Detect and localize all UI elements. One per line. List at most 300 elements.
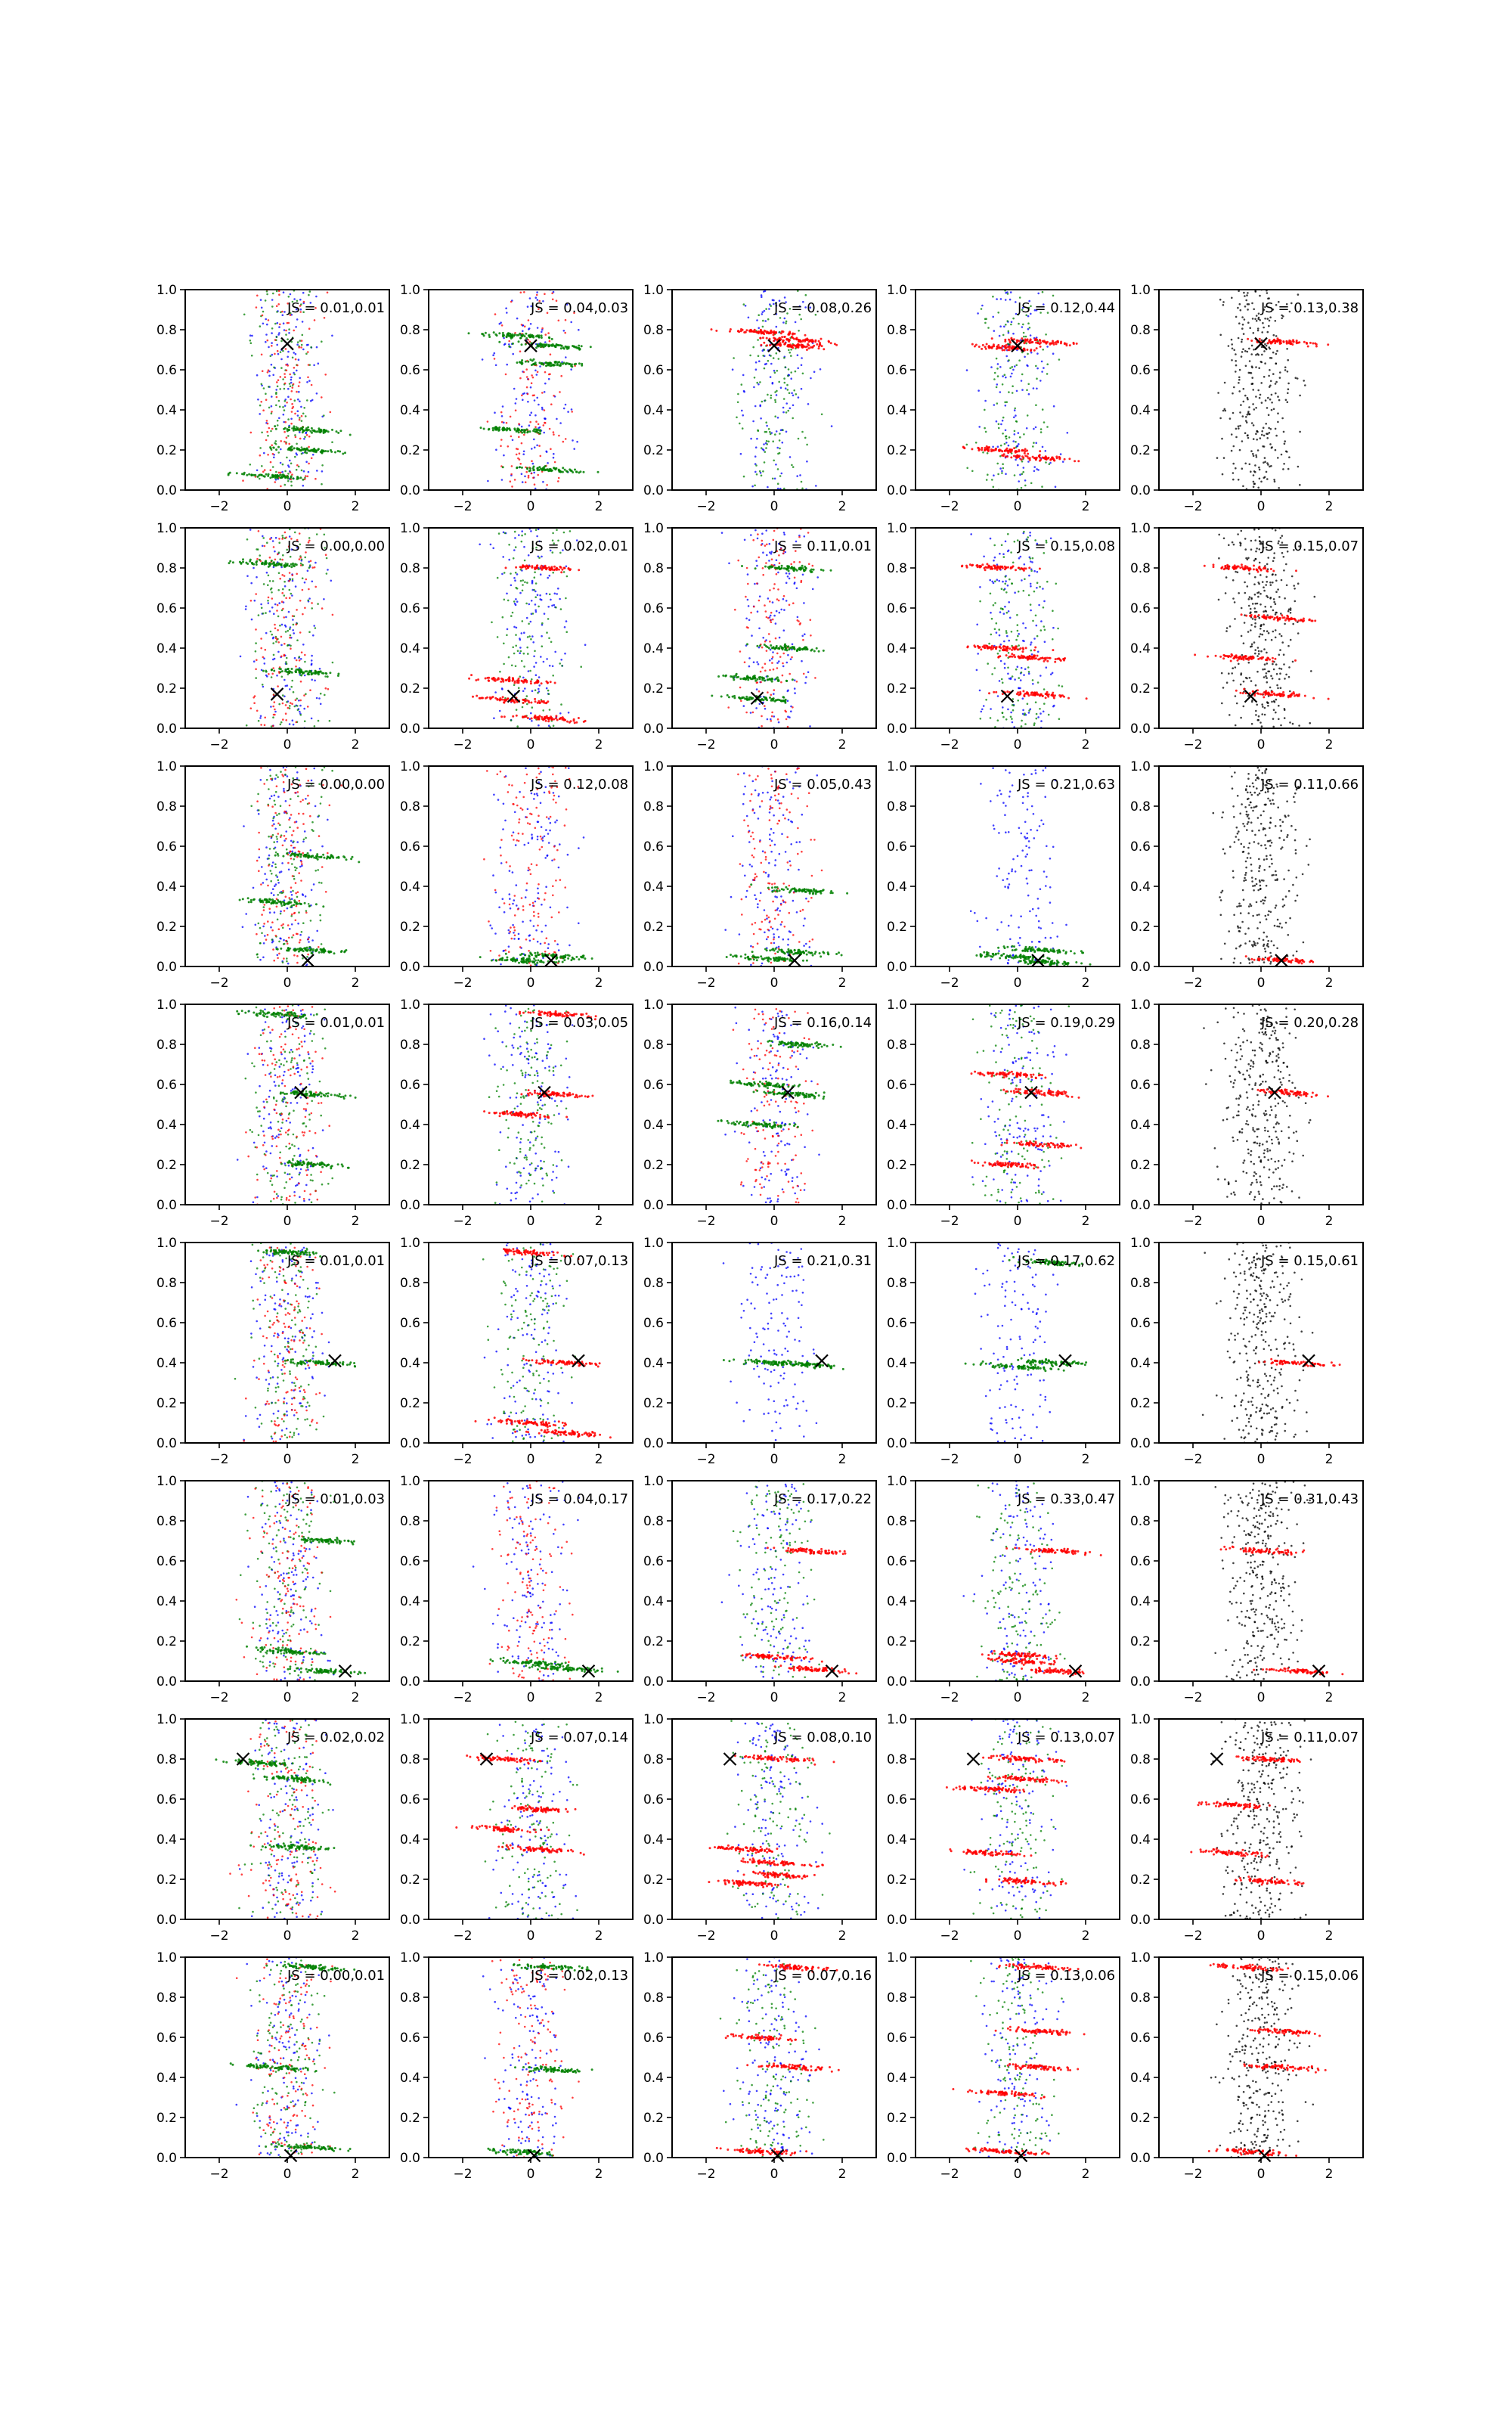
scatter-point <box>1016 390 1018 392</box>
scatter-point <box>263 583 265 585</box>
scatter-point <box>1264 461 1266 463</box>
scatter-point <box>1021 337 1023 340</box>
scatter-point <box>795 338 798 340</box>
scatter-point <box>999 644 1002 646</box>
scatter-point <box>271 345 273 347</box>
scatter-point <box>1260 481 1263 483</box>
scatter-point <box>1002 567 1004 569</box>
scatter-point <box>276 610 278 612</box>
y-tick-label: 0.0 <box>643 483 664 498</box>
scatter-point <box>794 333 796 335</box>
scatter-point <box>973 644 975 647</box>
scatter-point <box>798 567 801 569</box>
scatter-point <box>733 697 736 699</box>
scatter-point <box>507 445 510 448</box>
scatter-point <box>535 529 538 531</box>
scatter-point <box>332 662 334 664</box>
y-tick-label: 0.4 <box>400 403 420 418</box>
scatter-point <box>300 714 302 716</box>
scatter-point <box>796 569 798 572</box>
scatter-point <box>532 395 534 397</box>
scatter-point <box>264 717 266 719</box>
scatter-point <box>755 446 758 448</box>
scatter-point <box>807 672 810 674</box>
scatter-point <box>1258 467 1260 469</box>
scatter-point <box>1282 468 1284 470</box>
scatter-point <box>523 429 525 431</box>
scatter-point <box>557 480 559 482</box>
scatter-point <box>1030 641 1033 644</box>
scatter-point <box>292 615 294 617</box>
scatter-point <box>744 539 746 541</box>
scatter-point <box>516 573 519 576</box>
scatter-point <box>289 637 291 639</box>
scatter-point <box>324 431 327 433</box>
scatter-point <box>1049 657 1052 659</box>
scatter-point <box>317 430 319 433</box>
scatter-point <box>277 589 280 591</box>
scatter-point <box>531 448 533 450</box>
scatter-point <box>987 450 990 452</box>
scatter-point <box>745 596 747 598</box>
scatter-point <box>1314 343 1316 345</box>
scatter-point <box>746 643 748 645</box>
scatter-point <box>509 429 511 431</box>
scatter-point <box>779 637 781 639</box>
scatter-point <box>546 702 548 704</box>
scatter-point <box>1035 427 1037 429</box>
scatter-point <box>524 533 526 535</box>
scatter-point <box>742 678 745 680</box>
y-tick-label: 0.8 <box>887 323 907 338</box>
scatter-point <box>1024 485 1027 487</box>
scatter-point <box>1275 320 1277 322</box>
scatter-point <box>1027 353 1029 355</box>
scatter-point <box>519 639 522 641</box>
scatter-point <box>802 373 804 375</box>
scatter-point <box>282 314 284 316</box>
scatter-point <box>265 299 267 302</box>
scatter-point <box>480 427 482 429</box>
scatter-point <box>1015 569 1017 571</box>
scatter-point <box>1244 318 1246 321</box>
scatter-point <box>787 690 789 692</box>
scatter-point <box>962 446 965 448</box>
scatter-point <box>538 424 540 426</box>
scatter-point <box>289 723 291 725</box>
scatter-point <box>771 647 773 649</box>
scatter-point <box>1217 392 1219 394</box>
scatter-point <box>1253 408 1256 411</box>
scatter-point <box>268 375 271 377</box>
scatter-point <box>1002 417 1005 419</box>
scatter-point <box>1010 456 1012 458</box>
scatter-point <box>1015 414 1017 417</box>
scatter-point <box>279 625 281 627</box>
scatter-point <box>268 427 271 430</box>
scatter-point <box>1036 377 1038 380</box>
scatter-point <box>502 556 504 558</box>
y-tick-label: 0.0 <box>1130 483 1151 498</box>
scatter-point <box>290 463 293 465</box>
scatter-point <box>544 371 547 374</box>
scatter-point <box>514 479 516 481</box>
scatter-point <box>790 377 792 380</box>
scatter-point <box>1269 369 1271 371</box>
scatter-point <box>742 427 744 430</box>
scatter-point <box>541 468 544 470</box>
scatter-point <box>284 643 286 645</box>
scatter-point <box>545 365 547 367</box>
scatter-point <box>314 586 317 588</box>
scatter-point <box>761 313 764 315</box>
scatter-point <box>767 394 769 396</box>
scatter-point <box>519 350 522 352</box>
scatter-point <box>302 334 304 337</box>
scatter-point <box>285 631 287 633</box>
panel-points <box>711 290 838 490</box>
scatter-point <box>760 337 762 340</box>
scatter-point <box>1219 334 1222 337</box>
scatter-point <box>1040 431 1043 433</box>
scatter-point <box>787 726 789 728</box>
scatter-point <box>496 678 498 681</box>
scatter-point <box>523 291 525 293</box>
scatter-point <box>984 346 987 348</box>
scatter-point <box>525 361 527 363</box>
scatter-point <box>288 580 290 582</box>
scatter-point <box>565 566 568 568</box>
scatter-point <box>1023 694 1025 697</box>
scatter-point <box>1023 531 1025 533</box>
scatter-point <box>541 337 543 339</box>
scatter-point <box>546 343 548 346</box>
scatter-point <box>494 680 497 682</box>
scatter-point <box>801 388 803 390</box>
scatter-point <box>1287 468 1290 470</box>
scatter-point <box>552 666 554 668</box>
scatter-point <box>1281 454 1283 456</box>
scatter-point <box>1277 396 1279 398</box>
scatter-point <box>494 313 497 315</box>
scatter-point <box>507 628 509 631</box>
scatter-point <box>789 647 791 650</box>
scatter-point <box>259 405 262 407</box>
scatter-point <box>1024 627 1027 629</box>
scatter-point <box>761 296 763 298</box>
x-tick-label: 2 <box>352 737 360 752</box>
scatter-point <box>551 605 553 607</box>
scatter-point <box>987 327 990 329</box>
scatter-point <box>548 344 550 346</box>
scatter-point <box>532 641 534 644</box>
scatter-point <box>1023 342 1025 344</box>
y-tick-label: 0.8 <box>887 561 907 576</box>
scatter-point <box>521 442 523 445</box>
scatter-point <box>1275 435 1278 437</box>
scatter-point <box>1287 388 1290 390</box>
scatter-point <box>803 673 805 675</box>
scatter-point <box>1269 357 1272 359</box>
scatter-point <box>544 391 546 393</box>
scatter-point <box>1004 443 1006 445</box>
scatter-point <box>285 704 287 706</box>
scatter-point <box>781 565 783 567</box>
scatter-point <box>831 425 833 427</box>
scatter-point <box>986 563 988 565</box>
scatter-point <box>1053 697 1055 700</box>
scatter-point <box>804 633 806 635</box>
scatter-point <box>765 529 767 532</box>
scatter-point <box>334 451 336 454</box>
scatter-point <box>1022 622 1024 625</box>
scatter-point <box>1021 449 1023 451</box>
scatter-point <box>529 421 531 424</box>
scatter-point <box>274 425 276 427</box>
scatter-point <box>1279 339 1281 341</box>
scatter-point <box>286 402 288 404</box>
scatter-point <box>494 352 496 355</box>
scatter-point <box>799 622 801 625</box>
scatter-point <box>761 401 764 403</box>
scatter-point <box>475 679 477 681</box>
scatter-point <box>1054 661 1056 663</box>
scatter-point <box>264 724 266 726</box>
scatter-point <box>766 337 768 340</box>
y-tick-label: 0.6 <box>156 363 177 378</box>
scatter-point <box>977 645 979 647</box>
scatter-point <box>776 610 778 613</box>
scatter-point <box>1040 629 1043 631</box>
scatter-point <box>787 576 789 578</box>
scatter-point <box>536 397 538 399</box>
scatter-point <box>970 533 972 535</box>
scatter-point <box>316 346 318 349</box>
scatter-point <box>242 479 244 482</box>
scatter-point <box>572 471 574 473</box>
scatter-point <box>507 428 509 430</box>
scatter-point <box>1263 586 1265 588</box>
scatter-point <box>747 676 749 678</box>
scatter-point <box>294 532 296 534</box>
scatter-point <box>1278 705 1280 707</box>
scatter-point <box>1044 629 1046 631</box>
scatter-point <box>762 326 764 328</box>
scatter-point <box>522 584 524 586</box>
scatter-point <box>265 671 268 673</box>
scatter-point <box>271 591 273 594</box>
scatter-point <box>1010 716 1012 718</box>
scatter-point <box>999 680 1001 682</box>
scatter-point <box>780 609 782 611</box>
scatter-point <box>782 341 784 343</box>
scatter-point <box>779 439 781 442</box>
scatter-point <box>767 597 770 600</box>
scatter-point <box>803 569 805 571</box>
scatter-point <box>790 567 792 569</box>
scatter-point <box>1253 455 1255 458</box>
scatter-point <box>553 453 555 455</box>
scatter-point <box>269 538 271 540</box>
scatter-point <box>270 631 272 633</box>
scatter-point <box>263 387 265 389</box>
scatter-point <box>260 299 262 301</box>
scatter-point <box>308 446 310 448</box>
scatter-point <box>1027 703 1029 705</box>
scatter-point <box>808 563 810 566</box>
scatter-point <box>755 368 758 371</box>
scatter-point <box>269 610 271 613</box>
scatter-point <box>521 432 523 434</box>
scatter-point <box>1021 655 1023 657</box>
scatter-point <box>987 446 989 448</box>
scatter-point <box>1033 466 1036 468</box>
scatter-point <box>770 332 772 334</box>
scatter-point <box>1241 467 1244 470</box>
scatter-point <box>800 318 802 321</box>
scatter-point <box>277 420 279 422</box>
scatter-point <box>290 645 292 647</box>
scatter-point <box>1033 724 1036 726</box>
scatter-point <box>301 415 303 417</box>
scatter-point <box>1040 712 1042 715</box>
scatter-point <box>994 557 996 559</box>
scatter-point <box>1240 717 1242 719</box>
scatter-point <box>760 344 762 346</box>
scatter-point <box>1002 716 1005 718</box>
scatter-point <box>1018 450 1020 452</box>
scatter-point <box>1040 346 1042 348</box>
scatter-point <box>759 676 761 678</box>
scatter-point <box>1238 322 1241 324</box>
scatter-point <box>259 325 262 327</box>
scatter-point <box>1010 551 1012 554</box>
scatter-point <box>275 392 277 394</box>
scatter-point <box>280 656 283 658</box>
scatter-point <box>1266 462 1269 464</box>
scatter-point <box>1255 366 1257 368</box>
scatter-point <box>271 306 274 308</box>
scatter-point <box>303 438 305 440</box>
scatter-point <box>550 641 553 644</box>
scatter-point <box>758 690 761 693</box>
scatter-point <box>310 346 312 349</box>
scatter-point <box>499 697 501 700</box>
scatter-point <box>565 319 567 321</box>
scatter-point <box>501 421 503 424</box>
scatter-point <box>792 395 795 397</box>
scatter-point <box>1018 677 1020 679</box>
scatter-point <box>330 580 333 582</box>
scatter-panel <box>156 521 389 752</box>
y-tick-label: 0.4 <box>887 641 907 656</box>
scatter-point <box>1269 399 1272 401</box>
scatter-point <box>729 330 731 333</box>
scatter-point <box>546 687 548 690</box>
scatter-point <box>515 634 517 636</box>
scatter-point <box>255 593 257 595</box>
scatter-point <box>764 663 767 666</box>
scatter-point <box>282 350 284 352</box>
scatter-point <box>290 476 293 478</box>
scatter-point <box>306 344 308 346</box>
scatter-point <box>288 565 290 567</box>
scatter-point <box>759 644 761 647</box>
scatter-point <box>281 535 284 537</box>
scatter-point <box>485 332 487 334</box>
scatter-point <box>259 554 261 557</box>
scatter-point <box>758 600 761 602</box>
y-tick-label: 0.4 <box>156 641 177 656</box>
scatter-point <box>536 294 538 296</box>
scatter-point <box>295 358 297 361</box>
scatter-point <box>769 669 771 672</box>
scatter-point <box>1012 562 1015 564</box>
scatter-point <box>1058 718 1061 720</box>
panel-frame <box>185 528 389 728</box>
scatter-point <box>763 290 765 293</box>
scatter-point <box>1269 385 1272 387</box>
scatter-point <box>270 448 272 450</box>
scatter-point <box>781 473 783 475</box>
scatter-point <box>1005 576 1007 578</box>
scatter-point <box>798 536 801 538</box>
scatter-point <box>756 438 758 440</box>
scatter-point <box>523 434 525 436</box>
scatter-point <box>798 620 800 622</box>
scatter-point <box>773 615 776 617</box>
scatter-point <box>508 559 510 561</box>
scatter-point <box>993 449 995 451</box>
scatter-point <box>522 590 524 592</box>
scatter-point <box>276 305 278 307</box>
scatter-point <box>282 406 284 408</box>
scatter-point <box>537 327 539 329</box>
scatter-point <box>792 706 794 709</box>
scatter-point <box>566 721 569 723</box>
scatter-point <box>1023 569 1025 572</box>
scatter-point <box>288 332 290 334</box>
scatter-point <box>1253 349 1255 351</box>
scatter-point <box>792 602 795 604</box>
scatter-point <box>1235 316 1238 318</box>
scatter-point <box>1008 359 1010 361</box>
scatter-point <box>1270 380 1272 383</box>
scatter-point <box>482 697 484 700</box>
scatter-point <box>280 440 282 442</box>
scatter-point <box>276 336 278 338</box>
panel-points <box>961 531 1088 730</box>
scatter-point <box>1286 348 1288 350</box>
scatter-point <box>1246 294 1248 296</box>
x-tick-label: −2 <box>209 737 228 752</box>
scatter-point <box>754 405 757 408</box>
scatter-point <box>522 690 525 693</box>
scatter-point <box>990 648 993 650</box>
scatter-point <box>1027 322 1030 324</box>
scatter-point <box>1309 342 1312 344</box>
scatter-point <box>547 332 550 334</box>
scatter-point <box>1036 691 1038 693</box>
y-tick-label: 0.8 <box>643 561 664 576</box>
scatter-point <box>549 575 551 577</box>
scatter-point <box>1244 350 1247 352</box>
scatter-point <box>1005 630 1008 632</box>
scatter-point <box>565 597 567 600</box>
scatter-point <box>779 433 781 435</box>
scatter-point <box>314 680 316 682</box>
x-tick-label: 0 <box>770 499 779 514</box>
